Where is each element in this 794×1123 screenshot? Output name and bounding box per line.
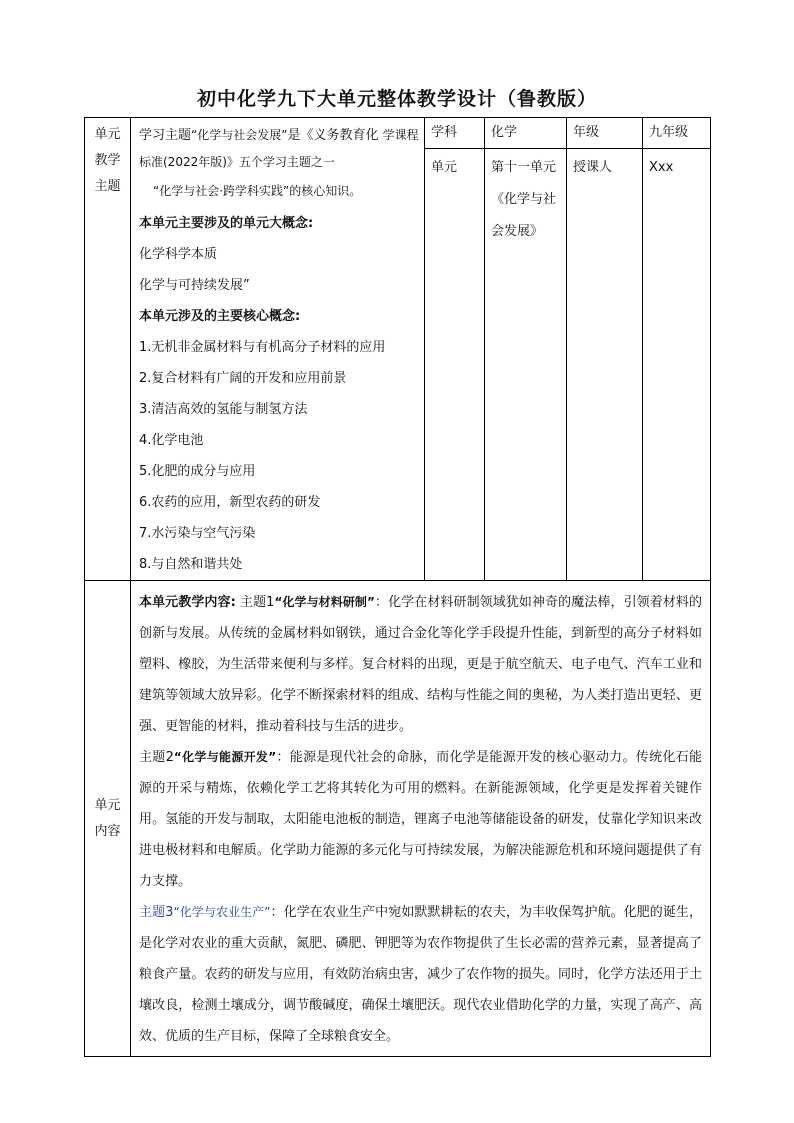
- subject-value: 化学: [485, 118, 567, 149]
- table-row: [85, 581, 711, 1057]
- theme-2-quote: “化学与能源开发”: [173, 750, 277, 764]
- theme-intro-text: [139, 122, 420, 178]
- subject-label: 学科: [425, 118, 485, 149]
- theme-3-label: 主题3: [139, 905, 174, 920]
- content-heading: 本单元教学内容:: [139, 595, 236, 610]
- core-concept-item: 3.清洁高效的氢能与制氢方法: [139, 402, 308, 417]
- unit-theme-label: 单元教学主题: [94, 127, 121, 194]
- big-concepts-heading: 本单元主要涉及的单元大概念:: [139, 216, 314, 231]
- lesson-design-table: [84, 117, 711, 1057]
- unit-theme-label-cell: [85, 118, 131, 581]
- core-concept-item: 2.复合材料有广阔的开发和应用前景: [139, 371, 347, 386]
- big-concept-item: 化学科学本质: [139, 247, 218, 262]
- unit-label: 单元: [425, 149, 485, 581]
- grade-label: 年级: [567, 118, 643, 149]
- theme-2-paragraph: [139, 742, 702, 897]
- theme-1-quote: “化学与材料研制”: [274, 595, 375, 609]
- theme-3-paragraph: [139, 897, 702, 1052]
- core-concept-item: 6.农药的应用，新型农药的研发: [139, 495, 321, 510]
- unit-content-label: 单元内容: [94, 797, 121, 839]
- grade-value: 九年级: [643, 118, 711, 149]
- intro-line2: 学课程标准(2022年版)》五个学习主题之一: [139, 128, 419, 169]
- unit-content-label-cell: [85, 581, 131, 1057]
- core-concepts-heading: 本单元涉及的主要核心概念:: [139, 309, 301, 324]
- theme-2-text: ：能源是现代社会的命脉，而化学是能源开发的核心驱动力。传统化石能源的开采与精炼，依赖化学工艺将其转化为可用的燃料。在新能源领域，化学更是发挥着关键作用。氢能的开发与制取，太阳能电池板的制造，锂离子电池等储能设备的研发，仗靠化学知识来改进电极材料和电解质。化学助力能源的多元化与可持续发展，为解决能源危机和环境问题提供了有力支撑。: [139, 750, 702, 889]
- theme-3-text: ：化学在农业生产中宛如默默耕耘的农夫，为丰收保驾护航。化肥的诞生，是化学对农业的重大贡献，氮肥、磷肥、钾肥等为农作物提供了生长必需的营养元素，显著提高了粮食产量。农药的研发与应用，有效防治病虫害，减少了农作物的损失。同时，化学方法还用于土壤改良，检测土壤成分，调节酸碱度，确保土壤肥沃。现代农业借助化学的力量，实现了高产、高效、优质的生产目标，保障了全球粮食安全。: [139, 905, 702, 1044]
- teacher-label: 授课人: [567, 149, 643, 581]
- theme-1-paragraph: [139, 587, 702, 742]
- document-title: 初中化学九下大单元整体教学设计（鲁教版）: [196, 88, 597, 110]
- core-concept-item: 7.水污染与空气污染: [139, 526, 256, 541]
- unit-theme-intro-cell: [131, 118, 425, 581]
- intro-prefix: 学习主题: [139, 128, 192, 143]
- core-concept-item: 8.与自然和谐共处: [139, 557, 243, 572]
- theme-3-quote: “化学与农业生产”: [173, 905, 271, 919]
- intro-mid: 是《义务教育化: [287, 128, 379, 143]
- unit-value: 第十一单元《化学与社会发展》: [485, 149, 567, 581]
- unit-content-cell: [131, 581, 711, 1057]
- intro-quote: “化学与社会发展”: [191, 128, 288, 142]
- table-row: [85, 118, 711, 149]
- core-concept-item: 5.化肥的成分与应用: [139, 464, 256, 479]
- theme-1-label: 主题1: [240, 595, 275, 610]
- intro-line3: “化学与社会·跨学科实践”的核心知识。: [153, 184, 362, 198]
- core-concept-item: 4.化学电池: [139, 433, 204, 448]
- big-concept-item: 化学与可持续发展”: [139, 278, 250, 293]
- theme-1-text: ：化学在材料研制领域犹如神奇的魔法棒，引领着材料的创新与发展。从传统的金属材料如钢铁，通过合金化等化学手段提升性能，到新型的高分子材料如塑料、橡胶，为生活带来便利与多样。复合材料的出现，更是于航空航天、电子电气、汽车工业和建筑等领域大放异彩。化学不断探索材料的组成、结构与性能之间的奥秘，为人类打造出更轻、更强、更智能的材料，推动着科技与生活的进步。: [139, 595, 702, 734]
- theme-2-label: 主题2: [139, 750, 174, 765]
- teacher-value: Xxx: [643, 149, 711, 581]
- core-concept-item: 1.无机非金属材料与有机高分子材料的应用: [139, 340, 386, 355]
